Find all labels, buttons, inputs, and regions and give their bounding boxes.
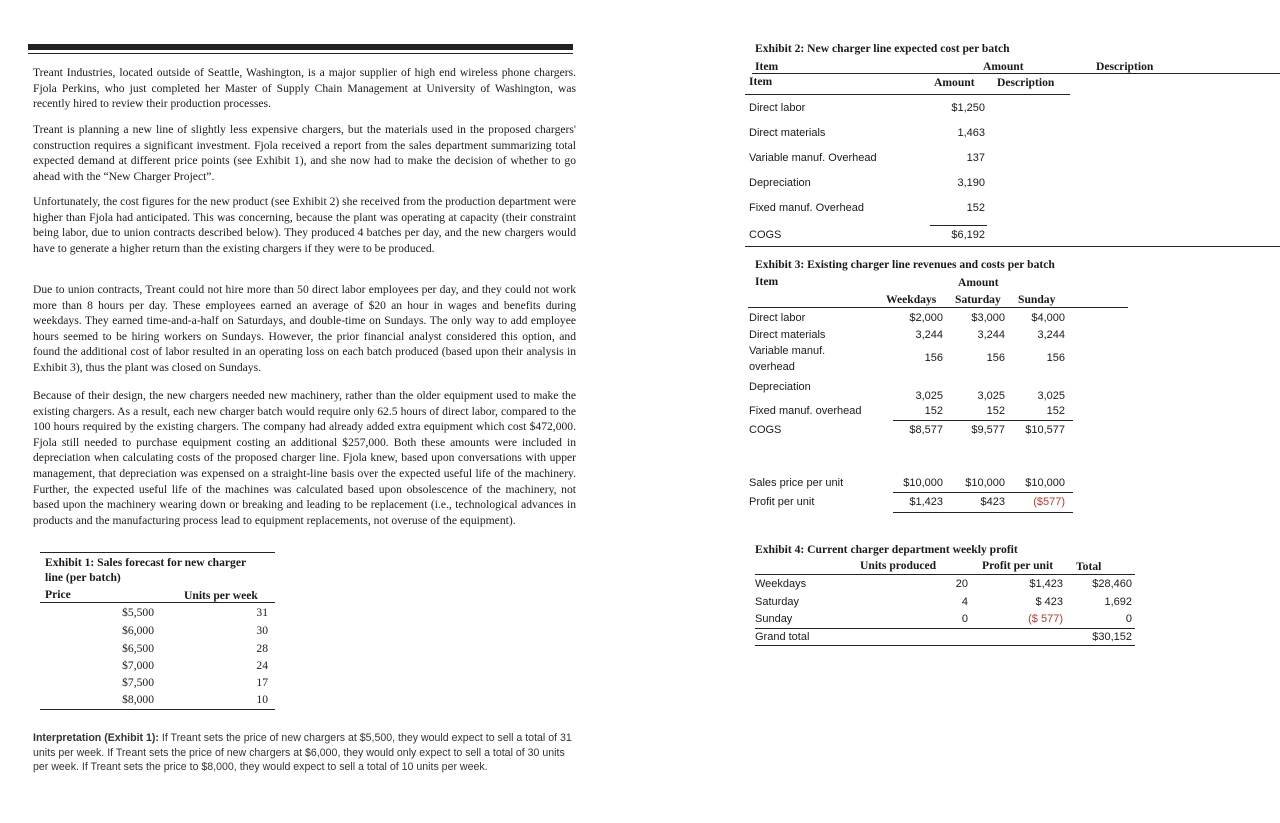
exhibit-3-col-weekdays: Weekdays: [886, 293, 937, 306]
table-row-item: Variable manuf.: [749, 345, 826, 357]
exhibit-4-grand-total: $30,152: [1092, 631, 1132, 643]
exhibit-3-cogs-rule: [893, 420, 1073, 421]
table-row-sunday: 156: [1046, 352, 1065, 364]
table-row-profit: ($ 577): [1028, 613, 1063, 625]
table-row-units: 30: [256, 624, 268, 637]
table-row-amount: 3,190: [957, 177, 985, 189]
exhibit-4-title: Exhibit 4: Current charger department weekly profit: [755, 543, 1018, 556]
table-row-amount: 1,463: [957, 127, 985, 139]
table-row-units: 10: [256, 693, 268, 706]
table-row-weekdays: 152: [924, 405, 943, 417]
table-row-units: 24: [256, 659, 268, 672]
table-row-sunday: 3,244: [1037, 329, 1065, 341]
paragraph-new-line: Treant is planning a new line of slightly less expensive chargers, but the materials used in the proposed chargers' construction requires a significant investment. Fjola received a report from the sales department summarizing total expected demand at different price points (see Exhibit 1), and she now had to make the decision of whether to go ahead with the “New Charger Project”.: [33, 123, 576, 183]
exhibit-3-bottom-rule: [893, 512, 1073, 513]
table-row-units: 20: [955, 578, 968, 590]
exhibit-4-col-total: Total: [1076, 560, 1102, 573]
exhibit-3-title: Exhibit 3: Existing charger line revenues and costs per batch: [755, 258, 1055, 271]
header-rule-thin: [28, 53, 573, 54]
table-row-weekdays: $2,000: [909, 312, 943, 324]
table-row-saturday: 3,025: [977, 390, 1005, 402]
table-row-saturday: 3,244: [977, 329, 1005, 341]
table-row-price: $5,500: [122, 606, 154, 619]
exhibit-1-title: Exhibit 1: Sales forecast for new charger: [45, 556, 247, 569]
paragraph-intro: Treant Industries, located outside of Seattle, Washington, is a major supplier of high end wireless phone chargers. Fjola Perkins, who just completed her Master of Supply Chain Management at University of Washington, was recently hired to review their production processes.: [33, 66, 576, 111]
exhibit-1-top-rule: [40, 552, 275, 553]
table-row-saturday: 152: [986, 405, 1005, 417]
exhibit-2-col-amount: Amount: [934, 76, 975, 89]
exhibit-3-header-rule: [748, 307, 1128, 308]
interpretation-label: Interpretation (Exhibit 1):: [33, 732, 159, 744]
paragraph-cost-figures: Unfortunately, the cost figures for the new product (see Exhibit 2) she received from the production department were higher than Fjola had anticipated. This was concerning, because the plant was operating at capacity (their constraint being labor, due to union contracts described below). They produced 4 batches per day, and the new chargers would have to generate a higher return than the existing chargers if they were to be produced.: [33, 195, 576, 255]
table-row-units: 17: [256, 676, 268, 689]
exhibit-2-total-amount: $6,192: [951, 229, 985, 241]
table-row-sunday: 152: [1046, 405, 1065, 417]
exhibit-3-profit-rule: [893, 492, 1073, 493]
table-row-total: 1,692: [1104, 596, 1132, 608]
exhibit-1-header-rule: [40, 602, 275, 603]
exhibit-2-total-label: COGS: [749, 229, 782, 241]
paragraph-union: Due to union contracts, Treant could not hire more than 50 direct labor employees per day, and they could not work more than 8 hours per day. These employees earned an average of $20 an hour in wages and benefits during weekdays. They earned time-and-a-half on Saturdays, and double-time on Sundays. The only way to add employee hours seemed to be hiring workers on Sundays. However, the prior financial analyst considered this option, and found the additional cost of labor resulted in an operating loss on each batch produced (based upon their analysis in Exhibit 3), thus the plant was closed on Sundays.: [33, 283, 576, 374]
table-row-item: Fixed manuf. overhead: [749, 405, 862, 417]
table-row-profit: $1,423: [1029, 578, 1063, 590]
table-row-item-cont: overhead: [749, 361, 795, 373]
exhibit-2-title: Exhibit 2: New charger line expected cost per batch: [755, 42, 1010, 55]
exhibit-2-header-rule: [745, 94, 1070, 95]
table-row-sunday: $4,000: [1031, 312, 1065, 324]
exhibit-2-ghost-description: Description: [1096, 60, 1154, 73]
table-row-day: Sunday: [755, 613, 793, 625]
exhibit-1-bottom-rule: [40, 709, 275, 710]
table-row-price: $7,500: [122, 676, 154, 689]
exhibit-3-sales-saturday: $10,000: [965, 477, 1005, 489]
table-row-item: Direct materials: [749, 329, 826, 341]
table-row-item: Direct labor: [749, 102, 806, 114]
table-row-item: Variable manuf. Overhead: [749, 152, 877, 164]
exhibit-3-sales-sunday: $10,000: [1025, 477, 1065, 489]
exhibit-3-profit-sunday: ($577): [1033, 496, 1065, 508]
exhibit-1-col-units: Units per week: [184, 589, 258, 602]
table-row-sunday: 3,025: [1037, 390, 1065, 402]
table-row-price: $6,000: [122, 624, 154, 637]
exhibit-4-grand-label: Grand total: [755, 631, 810, 643]
table-row-amount: $1,250: [951, 102, 985, 114]
exhibit-2-total-rule: [930, 225, 987, 226]
table-row-saturday: $9,577: [971, 424, 1005, 436]
table-row-item: COGS: [749, 424, 782, 436]
table-row-day: Weekdays: [755, 578, 807, 590]
table-row-total: 0: [1125, 613, 1132, 625]
exhibit-2-col-item: Item: [749, 75, 773, 88]
table-row-profit: $ 423: [1035, 596, 1063, 608]
table-row-item: Fixed manuf. Overhead: [749, 202, 864, 214]
table-row-price: $6,500: [122, 642, 154, 655]
table-row-units: 31: [256, 606, 268, 619]
exhibit-2-ghost-item: Item: [755, 60, 779, 73]
exhibit-4-col-profit: Profit per unit: [982, 559, 1054, 572]
table-row-item: Depreciation: [749, 177, 811, 189]
exhibit-3-col-saturday: Saturday: [955, 293, 1001, 306]
table-row-item: Direct materials: [749, 127, 826, 139]
exhibit-3-profit-label: Profit per unit: [749, 496, 815, 508]
exhibit-1-col-price: Price: [45, 588, 71, 601]
table-row-item: Depreciation: [749, 381, 811, 393]
interpretation-text: If Treant sets the price of new chargers at $5,500, they would expect to sell a total of 31 units per week. If Treant sets the price of new chargers at $6,000, they would only expect to sell a total of 30 units per week. If Treant sets the price to $8,000, they would expect to sell a total of 10 units per week.: [33, 732, 572, 774]
exhibit-3-sales-label: Sales price per unit: [749, 477, 844, 489]
table-row-total: $28,460: [1092, 578, 1132, 590]
exhibit-2-rule-top: [752, 73, 1280, 74]
interpretation-note: [33, 731, 578, 775]
table-row-weekdays: 3,025: [915, 390, 943, 402]
table-row-sunday: $10,577: [1025, 424, 1065, 436]
table-row-units: 4: [961, 596, 968, 608]
table-row-saturday: $3,000: [971, 312, 1005, 324]
exhibit-3-col-sunday: Sunday: [1018, 293, 1056, 306]
table-row-price: $7,000: [122, 659, 154, 672]
exhibit-4-col-units: Units produced: [860, 559, 937, 572]
table-row-weekdays: $8,577: [909, 424, 943, 436]
table-row-item: Direct labor: [749, 312, 806, 324]
table-row-amount: 137: [966, 152, 985, 164]
exhibit-3-col-amount: Amount: [958, 276, 999, 289]
exhibit-3-sales-weekdays: $10,000: [903, 477, 943, 489]
table-row-weekdays: 3,244: [915, 329, 943, 341]
table-row-price: $8,000: [122, 693, 154, 706]
exhibit-2-bottom-rule: [745, 246, 1280, 247]
table-row-weekdays: 156: [924, 352, 943, 364]
exhibit-1-title-cont: line (per batch): [45, 571, 121, 584]
header-rule: [28, 44, 573, 50]
exhibit-3-col-item: Item: [755, 275, 779, 288]
table-row-units: 0: [961, 613, 968, 625]
exhibit-2-ghost-amount: Amount: [983, 60, 1024, 73]
exhibit-4-bottom-rule: [755, 645, 1135, 646]
table-row-saturday: 156: [986, 352, 1005, 364]
exhibit-3-profit-weekdays: $1,423: [909, 496, 943, 508]
table-row-day: Saturday: [755, 596, 800, 608]
exhibit-2-col-description: Description: [997, 76, 1055, 89]
exhibit-4-header-rule: [755, 574, 1135, 575]
paragraph-design: Because of their design, the new chargers needed new machinery, rather than the older equipment used to make the existing chargers. As a result, each new charger batch would require only 62.5 hours of direct labor, compared to the 100 hours required by the existing chargers. The company had already added extra equipment which cost $472,000. Fjola still needed to purchase equipment costing an additional $257,000. Both these amounts were included in depreciation when calculating costs of the proposed charger line. Fjola knew, based upon conversations with upper management, that depreciation was expensed on a straight-line basis over the expected useful life of the machinery. Further, the expected useful life of the machines was calculated based upon obsolescence of the machinery, not based upon the machinery wearing down or breaking and leading to be replacement (i.e., technological advances in products and the manufacturing process lead to equipment replacements, not overuse of the equipment).: [33, 389, 576, 527]
exhibit-4-total-rule: [755, 628, 1135, 629]
table-row-amount: 152: [966, 202, 985, 214]
table-row-units: 28: [256, 642, 268, 655]
exhibit-3-profit-saturday: $423: [980, 496, 1005, 508]
